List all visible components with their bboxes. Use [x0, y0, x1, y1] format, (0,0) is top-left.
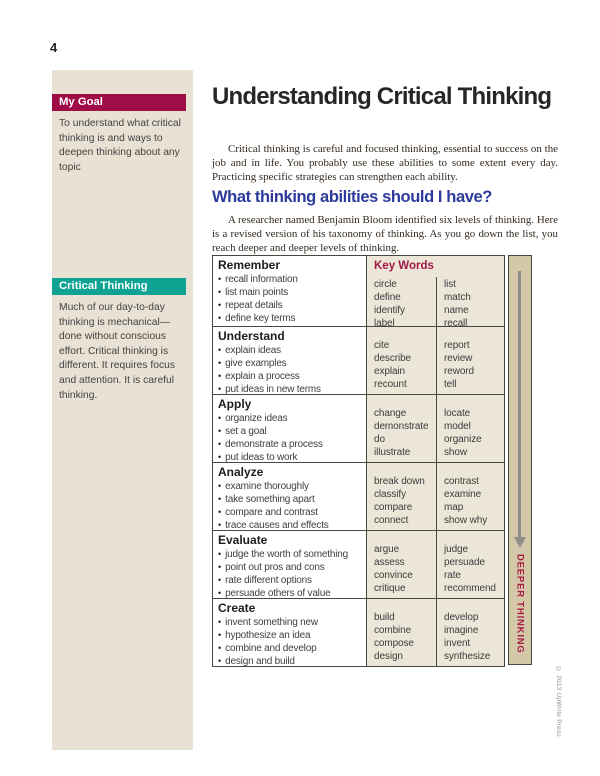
keywords-column-2: [436, 394, 504, 462]
keyword: change: [374, 408, 407, 419]
bullet-text: explain ideas: [225, 345, 281, 356]
critical-thinking-text: Much of our day-to-day thinking is mechanical—done without conscious effort. Critical thinking is different. It requires focus and attention. It is careful thinking.: [59, 302, 175, 401]
keyword: name: [444, 304, 469, 316]
bullet-icon: •: [218, 588, 222, 598]
keywords-column-1: [366, 394, 436, 462]
page-title: Understanding Critical Thinking: [212, 83, 552, 110]
keywords-column-1: [366, 598, 436, 666]
level-name: Create: [218, 601, 256, 615]
level-cell: [213, 394, 366, 462]
keyword: design: [374, 650, 403, 662]
sidebar-panel: [52, 70, 193, 750]
keyword: report: [444, 340, 470, 351]
keyword: classify: [374, 488, 406, 500]
bullet-text: put ideas to work: [225, 452, 298, 462]
bullet-icon: •: [218, 313, 222, 323]
bullet-icon: •: [218, 481, 222, 491]
keyword: map: [444, 501, 464, 513]
level-cell: [213, 256, 366, 326]
key-words-header: Key Words: [366, 256, 504, 277]
critical-thinking-heading: Critical Thinking: [52, 278, 186, 295]
keyword: organize: [444, 433, 482, 445]
keyword: synthesize: [444, 650, 491, 662]
keyword: illustrate: [374, 446, 411, 458]
keyword: compose: [374, 637, 414, 649]
bullet-item: [218, 480, 364, 493]
keyword: connect: [374, 514, 409, 526]
bullet-icon: •: [218, 575, 222, 585]
bullet-icon: •: [218, 507, 222, 517]
keyword: critique: [374, 582, 406, 594]
keyword: demonstrate: [374, 420, 429, 432]
bullet-text: rate different options: [225, 575, 312, 586]
keyword: combine: [374, 624, 412, 636]
bullet-icon: •: [218, 358, 222, 368]
keywords-column-2: [436, 277, 504, 326]
keyword: convince: [374, 569, 413, 581]
keyword: persuade: [444, 556, 485, 568]
bullet-text: invent something new: [225, 617, 318, 628]
bullet-icon: •: [218, 452, 222, 462]
bullet-icon: •: [218, 384, 222, 394]
bullet-text: hypothesize an idea: [225, 630, 311, 641]
bullet-icon: •: [218, 426, 222, 436]
keyword: show: [444, 446, 467, 458]
bullet-item: [218, 286, 364, 299]
bullet-icon: •: [218, 630, 222, 640]
bullet-item: [218, 357, 364, 370]
level-name: Understand: [218, 329, 285, 343]
bullet-text: demonstrate a process: [225, 439, 323, 450]
bullet-item: [218, 299, 364, 312]
bullet-text: persuade others of value: [225, 588, 331, 598]
bullet-text: define key terms: [225, 313, 296, 324]
bullet-text: give examples: [225, 358, 287, 369]
bullet-icon: •: [218, 371, 222, 381]
keyword: argue: [374, 544, 400, 555]
keyword: cite: [374, 340, 390, 351]
keywords-column-1: [366, 326, 436, 394]
question-heading: What thinking abilities should I have?: [212, 188, 492, 206]
bullet-text: combine and develop: [225, 643, 317, 654]
bullet-item: [218, 370, 364, 383]
bullet-text: trace causes and effects: [225, 520, 329, 530]
bullet-icon: •: [218, 494, 222, 504]
level-name: Remember: [218, 258, 281, 272]
bullet-item: [218, 451, 364, 462]
bullet-icon: •: [218, 562, 222, 572]
bullet-item: [218, 273, 364, 286]
bullet-item: [218, 412, 364, 425]
keyword: assess: [374, 556, 405, 568]
keyword: develop: [444, 612, 479, 623]
bullet-item: [218, 629, 364, 642]
bullet-text: take something apart: [225, 494, 315, 505]
keyword: model: [444, 420, 471, 432]
bullet-item: [218, 438, 364, 451]
keyword: invent: [444, 637, 471, 649]
bullet-item: [218, 655, 364, 666]
my-goal-heading: My Goal: [52, 94, 186, 111]
bullet-text: examine thoroughly: [225, 481, 309, 492]
arrow-shaft: [518, 271, 521, 537]
bullet-text: list main points: [225, 287, 289, 298]
bullet-item: [218, 561, 364, 574]
keyword: match: [444, 291, 471, 303]
keyword: reword: [444, 365, 474, 377]
keyword: compare: [374, 501, 413, 513]
bullet-icon: •: [218, 439, 222, 449]
bullet-text: compare and contrast: [225, 507, 318, 518]
bullet-item: [218, 616, 364, 629]
bullet-item: [218, 344, 364, 357]
bullet-text: point out pros and cons: [225, 562, 325, 573]
keywords-column-1: [366, 530, 436, 598]
level-cell: [213, 598, 366, 666]
keyword: review: [444, 352, 473, 364]
keyword: define: [374, 291, 401, 303]
bullet-item: [218, 642, 364, 655]
deeper-thinking-column: [508, 255, 532, 665]
bullet-text: organize ideas: [225, 413, 288, 424]
keyword: identify: [374, 304, 405, 316]
bullet-icon: •: [218, 274, 222, 284]
bullet-item: [218, 383, 364, 394]
keyword: list: [444, 279, 456, 290]
keywords-column-1: [366, 277, 436, 326]
level-cell: [213, 326, 366, 394]
level-cell: [213, 530, 366, 598]
bullet-icon: •: [218, 520, 222, 530]
bullet-text: design and build: [225, 656, 295, 666]
keyword: rate: [444, 569, 461, 581]
bullet-item: [218, 506, 364, 519]
bullet-icon: •: [218, 617, 222, 627]
bullet-icon: •: [218, 300, 222, 310]
arrow-down-icon: [514, 537, 526, 548]
level-name: Evaluate: [218, 533, 268, 547]
bullet-text: judge the worth of something: [225, 549, 348, 560]
copyright-text: © 2013 UpWrite Press: [555, 666, 562, 737]
keyword: label: [374, 317, 395, 326]
keyword: judge: [444, 544, 468, 555]
keyword: examine: [444, 488, 482, 500]
bullet-icon: •: [218, 549, 222, 559]
bullet-icon: •: [218, 656, 222, 666]
keyword: build: [374, 612, 395, 623]
level-cell: [213, 462, 366, 530]
keyword: describe: [374, 352, 411, 364]
deeper-thinking-label: DEEPER THINKING: [514, 554, 526, 654]
keyword: locate: [444, 408, 471, 419]
level-name: Analyze: [218, 465, 264, 479]
keywords-column-2: [436, 462, 504, 530]
keyword: recount: [374, 378, 407, 390]
keyword: break down: [374, 476, 425, 487]
question-paragraph: A researcher named Benjamin Bloom identified six levels of thinking. Here is a revised version of his taxonomy of thinking. As you go down the list, you reach deeper and deeper levels of thinking.: [212, 214, 558, 254]
bullet-text: explain a process: [225, 371, 300, 382]
bullet-icon: •: [218, 643, 222, 653]
keyword: do: [374, 433, 385, 445]
bullet-icon: •: [218, 287, 222, 297]
keywords-column-2: [436, 598, 504, 666]
bullet-item: [218, 587, 364, 598]
level-name: Apply: [218, 397, 252, 411]
keywords-column-2: [436, 326, 504, 394]
bullet-item: [218, 425, 364, 438]
keyword: recall: [444, 317, 468, 326]
keyword: explain: [374, 365, 405, 377]
bullet-item: [218, 519, 364, 530]
page-number: 4: [50, 40, 58, 55]
bullet-item: [218, 574, 364, 587]
taxonomy-table: [212, 255, 505, 667]
bullet-text: set a goal: [225, 426, 267, 437]
intro-paragraph: Critical thinking is careful and focused thinking, essential to success on the job and in life. You probably use these abilities to some extent every day. Practicing specific strategies can strengthen each ability.: [212, 143, 558, 183]
keyword: tell: [444, 378, 457, 390]
keyword: show why: [444, 514, 488, 526]
bullet-item: [218, 548, 364, 561]
bullet-item: [218, 493, 364, 506]
bullet-icon: •: [218, 345, 222, 355]
bullet-icon: •: [218, 413, 222, 423]
my-goal-text: To understand what critical thinking is and ways to deepen thinking about any topic: [59, 118, 181, 173]
bullet-text: repeat details: [225, 300, 283, 311]
keyword: circle: [374, 279, 397, 290]
keyword: imagine: [444, 624, 479, 636]
keyword: recommend: [444, 582, 496, 594]
keywords-column-1: [366, 462, 436, 530]
keyword: contrast: [444, 476, 479, 487]
bullet-item: [218, 312, 364, 325]
keywords-column-2: [436, 530, 504, 598]
bullet-text: recall information: [225, 274, 298, 285]
bullet-text: put ideas in new terms: [225, 384, 321, 394]
